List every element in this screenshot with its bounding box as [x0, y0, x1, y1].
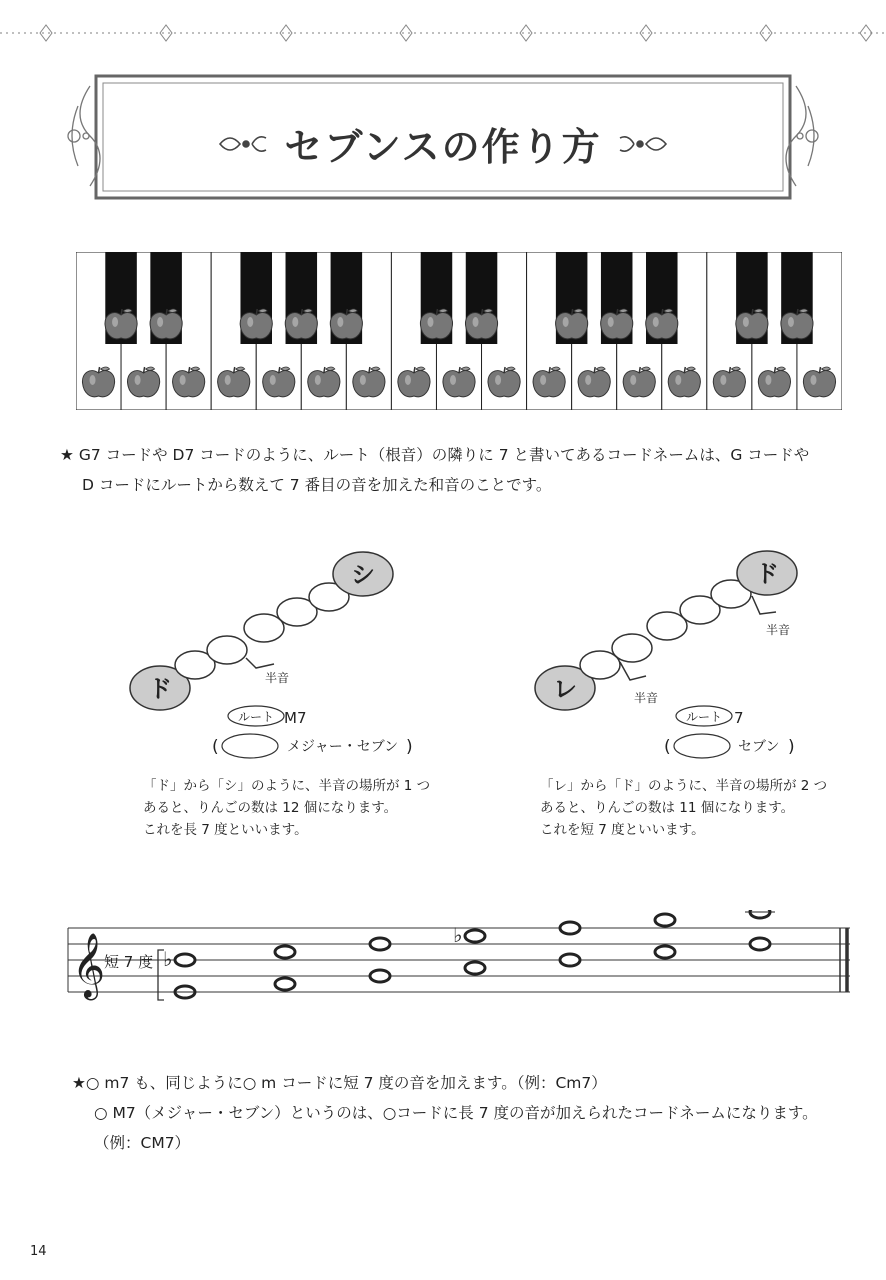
apple-icon	[128, 367, 160, 397]
caption-line: 「ド」から「シ」のように、半音の場所が 1 つ	[143, 778, 431, 794]
title-block	[0, 116, 886, 171]
whole-note	[750, 910, 770, 918]
apple-icon	[308, 367, 340, 397]
flat-icon: ♭	[453, 923, 463, 947]
whole-note	[465, 930, 485, 942]
apple-icon	[150, 309, 182, 339]
blank-oval	[674, 734, 730, 758]
staff-notes	[163, 910, 775, 998]
caption-line: 「レ」から「ド」のように、半音の場所が 2 つ	[540, 778, 828, 794]
apple-icon	[781, 309, 813, 339]
apple-icon	[420, 309, 452, 339]
apple-icon	[556, 309, 588, 339]
start-note-label: ド	[148, 675, 172, 703]
caption-line: これを長 7 度といいます。	[143, 822, 308, 838]
open-paren: (	[212, 737, 219, 757]
whole-note	[175, 954, 195, 966]
apple-icon	[578, 367, 610, 397]
apple-icon	[173, 367, 205, 397]
semitone-label: 半音	[633, 691, 659, 705]
apple-icon	[736, 309, 768, 339]
apple-icon	[218, 367, 250, 397]
apple-icon	[668, 367, 700, 397]
bottom-line: ★○ m7 も、同じように○ m コードに短 7 度の音を加えます。（例：Cm7）	[72, 1074, 607, 1092]
apple-icon	[465, 309, 497, 339]
intro-line: ★ G7 コードや D7 コードのように、ルート（根音）の隣りに 7 と書いてあるコードネームは、G コードや	[60, 446, 810, 464]
root-label: ルート	[237, 710, 275, 724]
end-note-label: ド	[755, 560, 779, 588]
page-title: セブンスの作り方	[284, 125, 602, 169]
whole-note	[655, 914, 675, 926]
apple-icon	[330, 309, 362, 339]
caption-minor-seventh	[540, 775, 870, 841]
apple-icon	[443, 367, 475, 397]
chord-suffix: M7	[284, 709, 307, 727]
intro-line: D コードにルートから数えて 7 番目の音を加えた和音のことです。	[82, 476, 552, 494]
apple-icon	[488, 367, 520, 397]
open-paren: (	[664, 737, 671, 757]
apple-icon	[803, 367, 835, 397]
apple-icon	[105, 309, 137, 339]
whole-note	[275, 978, 295, 990]
intro-paragraph	[60, 440, 850, 500]
apple-icon	[533, 367, 565, 397]
close-paren: )	[788, 737, 795, 757]
apple-icon	[646, 309, 678, 339]
apple-icon	[263, 367, 295, 397]
bottom-line: （例：CM7）	[94, 1134, 191, 1152]
apple-icon	[82, 367, 114, 397]
bottom-paragraph	[72, 1068, 866, 1158]
fleur-ornament-icon	[616, 129, 670, 159]
flat-icon: ♭	[163, 947, 173, 971]
apple-icon	[758, 367, 790, 397]
semitone-label: 半音	[264, 671, 290, 685]
root-label: ルート	[685, 710, 723, 724]
apple-icon	[240, 309, 272, 339]
whole-note	[370, 970, 390, 982]
whole-note	[465, 962, 485, 974]
caption-line: あると、りんごの数は 11 個になります。	[540, 800, 795, 816]
whole-note	[275, 946, 295, 958]
apple-icon	[623, 367, 655, 397]
whole-note	[370, 938, 390, 950]
start-note-label: レ	[553, 675, 577, 703]
chord-reading: セブン	[738, 739, 780, 755]
apple-icon	[398, 367, 430, 397]
bottom-line: ○ M7（メジャー・セブン）というのは、○コードに長 7 度の音が加えられたコードネームになります。	[94, 1104, 818, 1122]
apple-icon	[353, 367, 385, 397]
treble-clef-icon: 𝄞	[72, 933, 106, 998]
chord-reading: メジャー・セブン	[287, 739, 399, 755]
apple-icon	[601, 309, 633, 339]
music-staff	[60, 910, 860, 1010]
caption-line: これを短 7 度といいます。	[540, 822, 705, 838]
piano-keyboard	[76, 252, 842, 410]
apple-icon	[713, 367, 745, 397]
blank-oval	[222, 734, 278, 758]
semitone-label: 半音	[765, 623, 791, 637]
caption-major-seventh	[143, 775, 473, 841]
whole-note	[560, 954, 580, 966]
page-number: 14	[30, 1244, 47, 1259]
close-paren: )	[406, 737, 413, 757]
whole-note	[655, 946, 675, 958]
chord-suffix: 7	[734, 709, 744, 727]
whole-note	[560, 922, 580, 934]
top-dotted-border	[0, 18, 886, 48]
staff-label: 短 7 度	[104, 953, 154, 971]
caption-line: あると、りんごの数は 12 個になります。	[143, 800, 398, 816]
fleur-ornament-icon	[216, 129, 270, 159]
end-note-label: シ	[351, 561, 375, 589]
whole-note	[750, 938, 770, 950]
apple-icon	[285, 309, 317, 339]
